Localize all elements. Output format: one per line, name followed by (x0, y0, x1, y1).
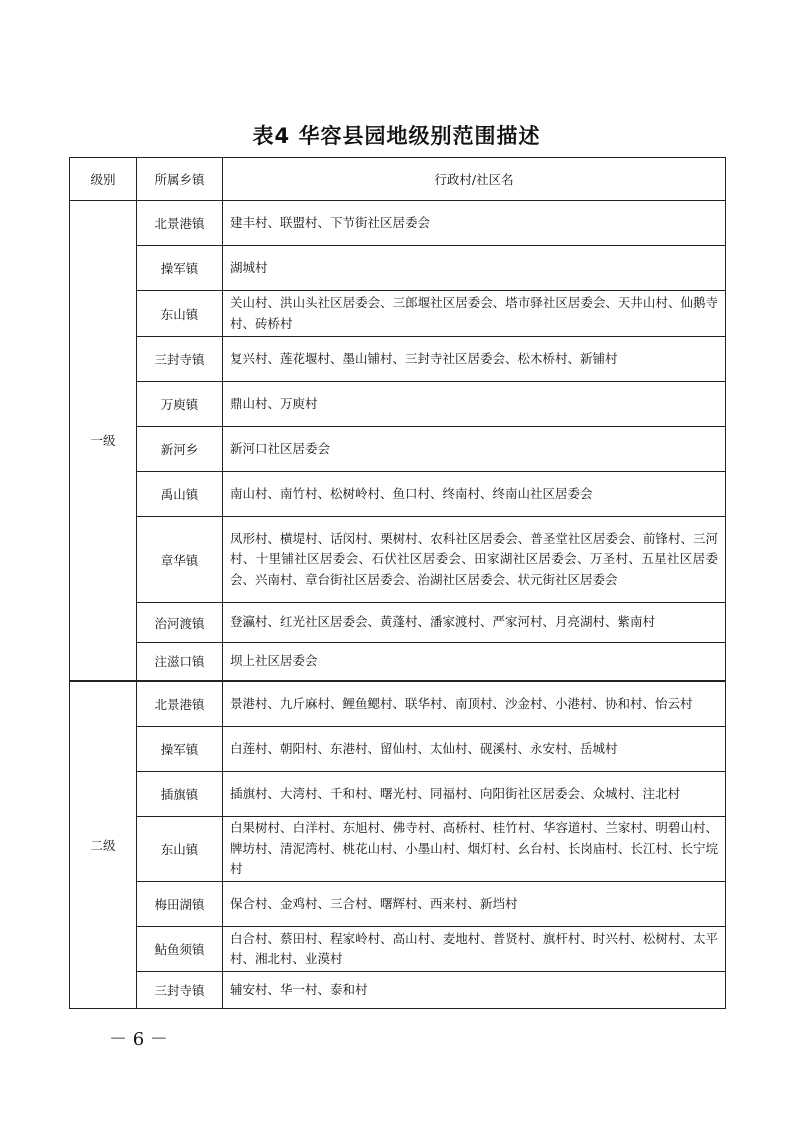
villages-cell: 新河口社区居委会 (223, 427, 726, 472)
table-row (70, 681, 726, 727)
header-town: 所属乡镇 (137, 158, 223, 201)
table-row (70, 472, 726, 517)
villages-cell: 辅安村、华一村、泰和村 (223, 972, 726, 1009)
villages-cell: 保合村、金鸡村、三合村、曙辉村、西来村、新垱村 (223, 882, 726, 927)
table-row (70, 382, 726, 427)
table-row (70, 972, 726, 1009)
town-cell: 治河渡镇 (137, 603, 223, 643)
villages-cell: 插旗村、大湾村、千和村、曙光村、同福村、向阳街社区居委会、众城村、注北村 (223, 772, 726, 817)
villages-cell: 白果树村、白洋村、东旭村、佛寺村、高桥村、桂竹村、华容道村、兰家村、明碧山村、牌坊村、清泥湾村、桃花山村、小墨山村、烟灯村、幺台村、长岗庙村、长江村、长宁垸村 (223, 817, 726, 882)
town-cell: 北景港镇 (137, 681, 223, 727)
table-row (70, 927, 726, 972)
table-row (70, 643, 726, 681)
page-number: － 6 － (109, 1029, 168, 1050)
town-cell: 新河乡 (137, 427, 223, 472)
town-cell: 三封寺镇 (137, 972, 223, 1009)
table-row (70, 817, 726, 882)
town-cell: 插旗镇 (137, 772, 223, 817)
villages-cell: 白莲村、朝阳村、东港村、留仙村、太仙村、砚溪村、永安村、岳城村 (223, 727, 726, 772)
town-cell: 禹山镇 (137, 472, 223, 517)
villages-cell: 关山村、洪山头社区居委会、三郎堰社区居委会、塔市驿社区居委会、天井山村、仙鹅寺村、砖桥村 (223, 291, 726, 337)
table-row (70, 603, 726, 643)
table-row (70, 882, 726, 927)
villages-cell: 建丰村、联盟村、下节街社区居委会 (223, 201, 726, 246)
town-cell: 北景港镇 (137, 201, 223, 246)
table-row (70, 517, 726, 603)
table-header-row (70, 158, 726, 201)
town-cell: 操军镇 (137, 246, 223, 291)
town-cell: 三封寺镇 (137, 337, 223, 382)
table-row (70, 427, 726, 472)
town-cell: 梅田湖镇 (137, 882, 223, 927)
villages-cell: 湖城村 (223, 246, 726, 291)
town-cell: 东山镇 (137, 817, 223, 882)
table-row (70, 291, 726, 337)
header-level: 级别 (70, 158, 137, 201)
villages-cell: 登瀛村、红光社区居委会、黄蓬村、潘家渡村、严家河村、月亮湖村、紫南村 (223, 603, 726, 643)
villages-cell: 凤形村、横堤村、话闵村、栗树村、农科社区居委会、普圣堂社区居委会、前锋村、三河村、十里铺社区居委会、石伏社区居委会、田家湖社区居委会、万圣村、五星社区居委会、兴南村、章台街社区居委会、治湖社区居委会、状元街社区居委会 (223, 517, 726, 603)
villages-cell: 坝上社区居委会 (223, 643, 726, 681)
header-villages: 行政村/社区名 (223, 158, 726, 201)
page-title: 表4 华容县园地级别范围描述 (252, 124, 541, 148)
table-row (70, 201, 726, 246)
table-row (70, 337, 726, 382)
level-cell: 二级 (70, 681, 137, 1009)
villages-cell: 鼎山村、万庾村 (223, 382, 726, 427)
town-cell: 操军镇 (137, 727, 223, 772)
villages-cell: 景港村、九斤麻村、鲤鱼鳃村、联华村、南顶村、沙金村、小港村、协和村、怡云村 (223, 681, 726, 727)
table-row (70, 246, 726, 291)
land-level-table (69, 157, 726, 1009)
town-cell: 万庾镇 (137, 382, 223, 427)
town-cell: 注滋口镇 (137, 643, 223, 681)
town-cell: 鲇鱼须镇 (137, 927, 223, 972)
table-row (70, 772, 726, 817)
town-cell: 章华镇 (137, 517, 223, 603)
villages-cell: 复兴村、莲花堰村、墨山铺村、三封寺社区居委会、松木桥村、新铺村 (223, 337, 726, 382)
villages-cell: 白合村、蔡田村、程家岭村、高山村、麦地村、普贤村、旗杆村、时兴村、松树村、太平村、湘北村、业漠村 (223, 927, 726, 972)
level-cell: 一级 (70, 201, 137, 681)
town-cell: 东山镇 (137, 291, 223, 337)
table-row (70, 727, 726, 772)
villages-cell: 南山村、南竹村、松树岭村、鱼口村、终南村、终南山社区居委会 (223, 472, 726, 517)
